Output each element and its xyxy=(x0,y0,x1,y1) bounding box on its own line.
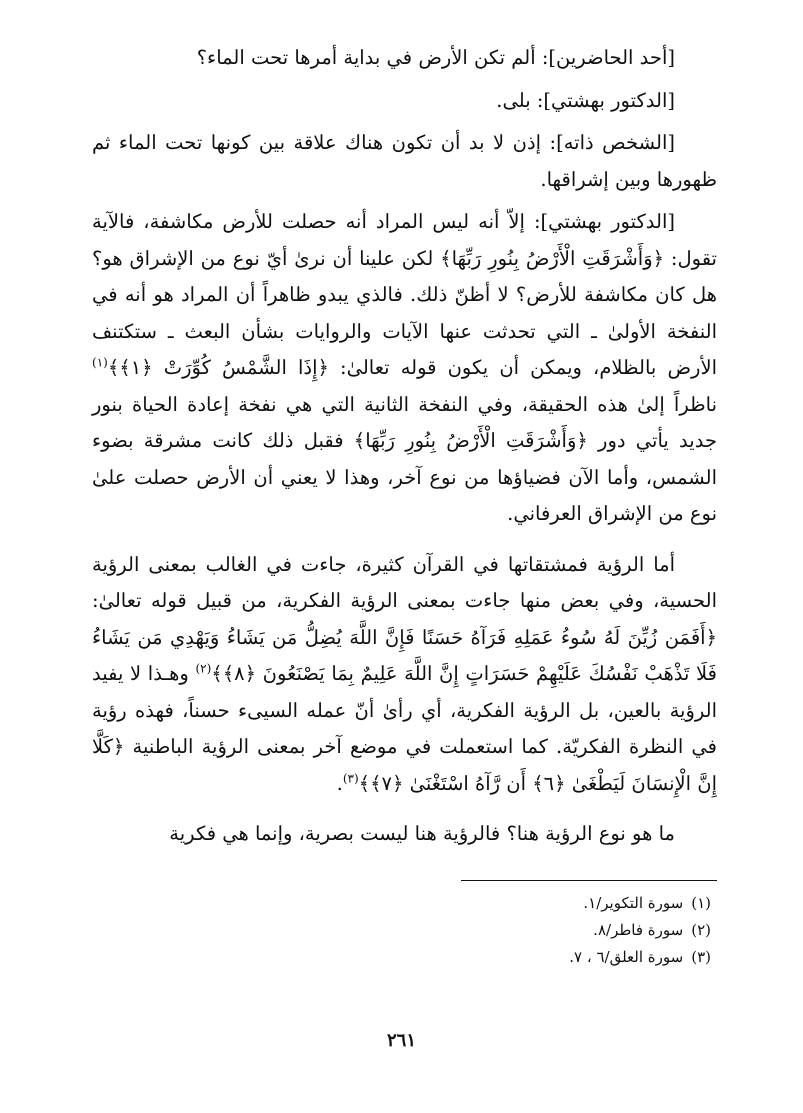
footnote-number: (٢) xyxy=(691,921,711,939)
paragraph-vision-type xyxy=(92,816,717,853)
paragraph-beheshti-answer xyxy=(92,83,717,120)
footnote-text: سورة فاطر/٨. xyxy=(593,921,684,939)
paragraph-text-continued: ناظراً إلىٰ هذه الحقيقة، وفي النفخة الثانية التي هي نفخة إعادة الحياة بنور جديد يأتي دور ﴿وَأَشْرَقَتِ الْأَرْضُ بِنُورِ رَبِّهَا﴾ فقبل ذلك كانت مشرقة بضوء الشمس، وأما الآن فضياؤها من نوع آخر، وهذا لا يعني أن الأرض حصلت علىٰ نوع من الإشراق العرفاني. xyxy=(92,392,717,525)
footnote-ref-1: (١) xyxy=(92,355,108,370)
footnote-ref-3: (٣) xyxy=(342,771,359,785)
footnote-text: سورة التكوير/١. xyxy=(583,894,684,912)
paragraph-text: [الدكتور بهشتي]: بلى. xyxy=(496,88,675,112)
footnote-3 xyxy=(351,944,711,971)
paragraph-attendee-question xyxy=(92,40,717,77)
footnote-number: (٣) xyxy=(691,948,711,966)
footnotes xyxy=(351,890,711,971)
footnote-2 xyxy=(351,917,711,944)
paragraph-text: [الدكتور بهشتي]: إلاّ أنه ليس المراد أنه حصلت للأرض مكاشفة، فالآية تقول: ﴿وَأَشْرَقَتِ الْأَرْضُ بِنُورِ رَبِّهَا﴾ لكن علينا أن نرىٰ أيّ نوع من الإشراق هو؟ هل كان مكاشفة للأرض؟ لا أظنّ ذلك. فالذي يبدو ظاهراً أن المراد هو أنه في النفخة الأولىٰ ـ التي تحدثت عنها الآيات والروايات بشأن البعث ـ ستكتنف الأرض بالظلام، ويمكن أن يكون قوله تعالىٰ: ﴿إِذَا الشَّمْسُ كُوِّرَتْ ﴿١﴾﴾ xyxy=(92,210,717,379)
paragraph-vision-meaning xyxy=(92,547,717,803)
footnote-number: (١) xyxy=(691,894,711,912)
paragraph-same-person xyxy=(92,125,717,198)
paragraph-text: [أحد الحاضرين]: ألم تكن الأرض في بداية أمرها تحت الماء؟ xyxy=(196,46,675,69)
page-number: ٢٦١ xyxy=(386,1030,416,1051)
paragraph-text: [الشخص ذاته]: إذن لا بد أن تكون هناك علاقة بين كونها تحت الماء ثم ظهورها وبين إشراقها. xyxy=(92,131,717,191)
paragraph-text-continued: وهـذا لا يفيد الرؤية بالعين، بل الرؤية الفكرية، أي رأىٰ أنّ عمله السيىء حسناً، فهذه رؤية في النظرة الفكريّة. كما استعملت في موضع آخر بمعنى الرؤية الباطنية ﴿كَلَّا إِنَّ الْإِنسَانَ لَيَطْغَىٰ ﴿٦﴾ أَن رَّآهُ اسْتَغْنَىٰ ﴿٧﴾﴾ xyxy=(92,662,717,795)
paragraph-period: . xyxy=(336,771,343,795)
footnote-separator xyxy=(461,880,717,881)
paragraph-text: أما الرؤية فمشتقاتها في القرآن كثيرة، جاءت في الغالب بمعنى الرؤية الحسية، وفي بعض منها جاءت بمعنى الرؤية الفكرية، من قبيل قوله تعالىٰ: ﴿أَفَمَن زُيِّنَ لَهُ سُوءُ عَمَلِهِ فَرَآهُ حَسَنًا فَإِنَّ اللَّهَ يُضِلُّ مَن يَشَاءُ وَيَهْدِي مَن يَشَاءُ فَلَا تَذْهَبْ نَفْسُكَ عَلَيْهِمْ حَسَرَاتٍ إِنَّ اللَّهَ عَلِيمٌ بِمَا يَصْنَعُونَ ﴿٨﴾﴾ xyxy=(92,552,717,685)
footnote-text: سورة العلق/٦ ، ٧. xyxy=(569,948,684,966)
paragraph-text: ما هو نوع الرؤية هنا؟ فالرؤية هنا ليست بصرية، وإنما هي فكرية xyxy=(169,822,675,845)
footnote-ref-2: (٢) xyxy=(195,661,212,676)
paragraph-beheshti-explanation xyxy=(92,204,717,533)
footnote-1 xyxy=(351,890,711,917)
